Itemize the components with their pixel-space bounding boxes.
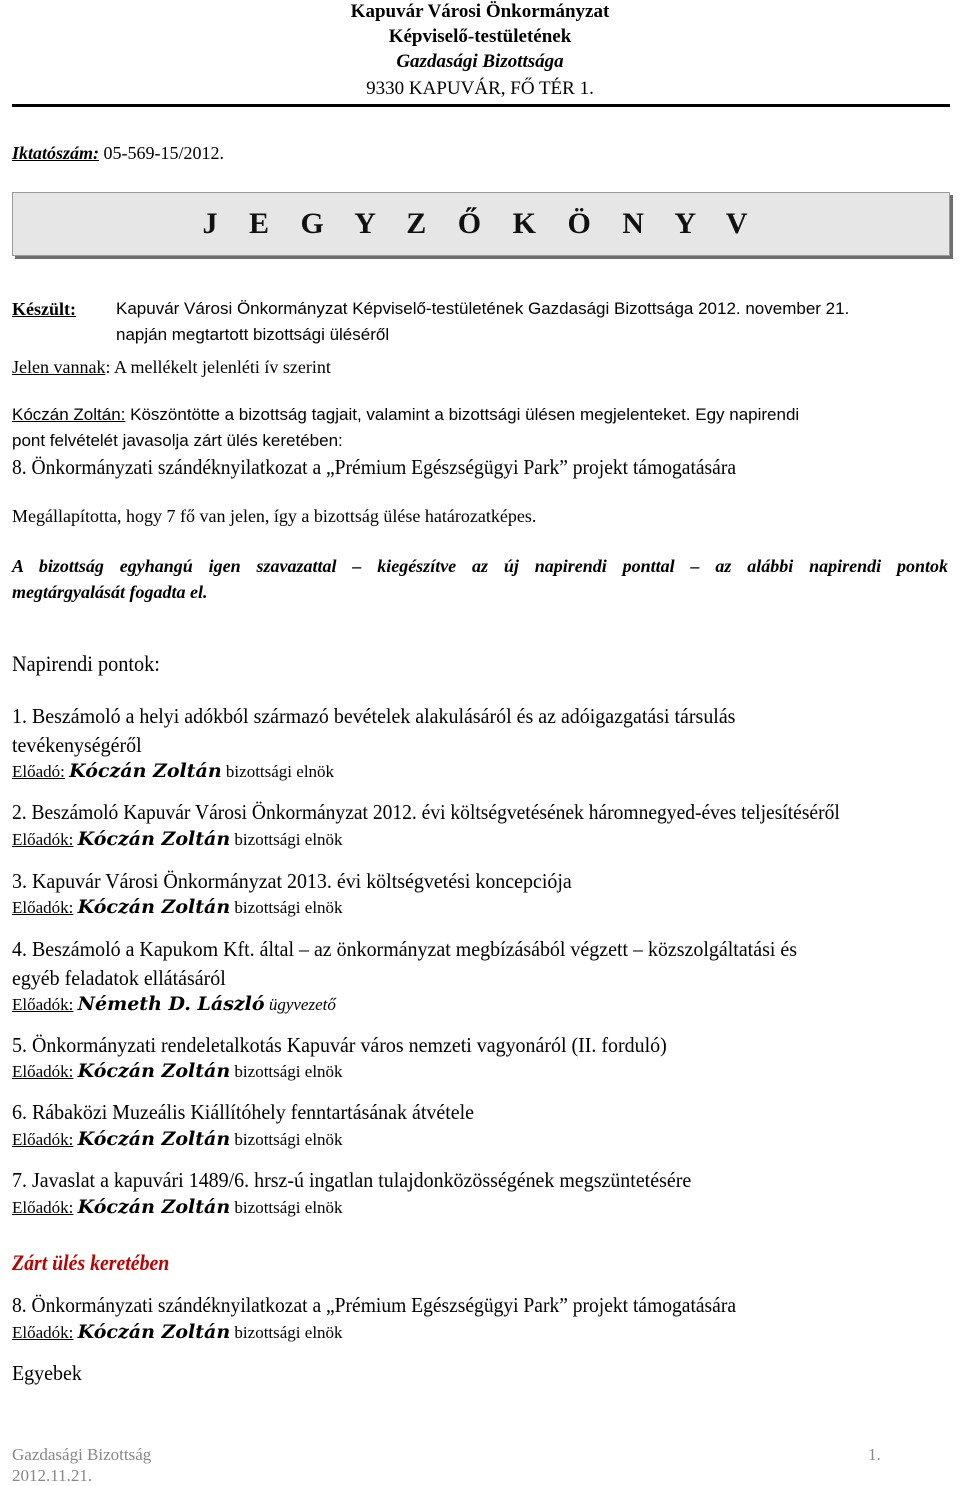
egyhangu-line-1: A bizottság egyhangú igen szavazattal – kiegészítve az új napirendi ponttal – az alábbi napirendi pontok [12, 556, 948, 576]
presenter-label: Előadók: [12, 898, 74, 917]
agenda-item-5-text: 5. Önkormányzati rendeletalkotás Kapuvár város nemzeti vagyonáról (II. forduló) [12, 1033, 667, 1057]
agenda-item-3-text: 3. Kapuvár Városi Önkormányzat 2013. évi költségvetési koncepciója [12, 869, 572, 893]
egyebek-text: Egyebek [12, 1361, 82, 1385]
closed-session-heading-text: Zárt ülés keretében [12, 1250, 170, 1275]
agenda-item-7-text: 7. Javaslat a kapuvári 1489/6. hrsz-ú ingatlan tulajdonközösségének megszüntetésére [12, 1168, 692, 1192]
agenda-item-6-text: 6. Rábaközi Muzeális Kiállítóhely fenntartásának átvétele [12, 1100, 474, 1124]
agenda-item-4-text: 4. Beszámoló a Kapukom Kft. által – az önkormányzat megbízásából végzett – közszolgáltatási és [12, 937, 797, 961]
agenda-item-4-line-1 [12, 934, 838, 964]
closed-session-heading [12, 1248, 187, 1278]
koczan-item-8-text: 8. Önkormányzati szándéknyilatkozat a „Prémium Egészségügyi Park” projekt támogatására [12, 455, 737, 479]
footer-page-number: 1. [868, 1445, 881, 1464]
agenda-item-4-line-2 [12, 963, 237, 993]
presenter-name: Kóczán Zoltán [77, 1196, 231, 1218]
presenter-role: ügyvezető [264, 995, 336, 1014]
presenter-label: Előadók: [12, 1198, 74, 1217]
presenter-role: bizottsági elnök [230, 1323, 343, 1342]
header-rule [12, 104, 950, 107]
agenda-item-1-text: 1. Beszámoló a helyi adókból származó bevételek alakulásáról és az adóigazgatási társulás [12, 704, 736, 728]
agenda-item-1-presenter [12, 759, 334, 784]
agenda-item-5-line-1 [12, 1030, 701, 1060]
presenter-label: Előadók: [12, 1323, 74, 1342]
presenter-role: bizottsági elnök [230, 1062, 343, 1081]
presenter-label: Előadó: [12, 762, 65, 781]
agenda-item-6-line-1 [12, 1097, 498, 1127]
agenda-item-2-line-1 [12, 797, 902, 827]
header-address: 9330 KAPUVÁR, FŐ TÉR 1. [366, 78, 594, 99]
koczan-item-8 [12, 452, 791, 482]
koczan-intro-line-1 [12, 402, 799, 427]
agenda-item-1-line-2 [12, 730, 148, 760]
presenter-role: bizottsági elnök [230, 830, 343, 849]
keszult-line-1: Kapuvár Városi Önkormányzat Képviselő-testületének Gazdasági Bizottsága 2012. november 21. [116, 299, 850, 318]
napirendi-heading [12, 650, 173, 678]
iktatoszam-label: Iktatószám: [12, 143, 100, 163]
agenda-item-7-presenter [12, 1195, 343, 1220]
presenter-name: Kóczán Zoltán [77, 1060, 231, 1082]
closed-item-text: 8. Önkormányzati szándéknyilatkozat a „Prémium Egészségügyi Park” projekt támogatására [12, 1293, 737, 1317]
presenter-name: Kóczán Zoltán [77, 1321, 231, 1343]
agenda-item-4-text-2: egyéb feladatok ellátásáról [12, 966, 226, 990]
closed-item-presenter [12, 1320, 343, 1345]
iktatoszam [12, 140, 224, 166]
jelen-vannak-label: Jelen vannak [12, 357, 106, 377]
koczan-text-1: Köszöntötte a bizottság tagjait, valamint a bizottsági ülésen megjelenteket. Egy napirendi [125, 405, 800, 424]
header-line-2: Képviselő-testületének [388, 26, 572, 47]
agenda-item-3-presenter [12, 895, 343, 920]
closed-item-line-1 [12, 1290, 791, 1320]
presenter-role: bizottsági elnök [230, 1198, 343, 1217]
keszult-line-2: napján megtartott bizottsági üléséről [116, 325, 390, 344]
agenda-item-4-presenter [12, 992, 336, 1017]
agenda-item-7-line-1 [12, 1165, 727, 1195]
koczan-intro-line-2: pont felvételét javasolja zárt ülés keretében: [12, 431, 343, 450]
document-title: J E G Y Z Ő K Ö N Y V [202, 207, 760, 240]
presenter-name: Kóczán Zoltán [77, 1128, 231, 1150]
egyebek [12, 1358, 85, 1388]
agenda-item-2-text: 2. Beszámoló Kapuvár Városi Önkormányzat 2012. évi költségvetésének háromnegyed-éves teljesítéséről [12, 800, 840, 824]
presenter-name: Kóczán Zoltán [69, 760, 222, 782]
napirendi-heading-text: Napirendi pontok: [12, 651, 160, 676]
header-line-1: Kapuvár Városi Önkormányzat [350, 1, 610, 22]
presenter-role: bizottsági elnök [221, 762, 335, 781]
jelen-vannak [12, 354, 331, 380]
footer-committee: Gazdasági Bizottság [12, 1445, 152, 1464]
header-line-3: Gazdasági Bizottsága [396, 51, 564, 72]
agenda-item-5-presenter [12, 1059, 343, 1084]
keszult-label: Készült: [12, 299, 76, 319]
presenter-name: Kóczán Zoltán [77, 896, 231, 918]
agenda-item-6-presenter [12, 1127, 343, 1152]
agenda-item-1-line-1 [12, 701, 774, 731]
presenter-label: Előadók: [12, 995, 74, 1014]
presenter-name: Németh D. László [77, 993, 265, 1015]
agenda-item-2-presenter [12, 827, 343, 852]
koczan-label: Kóczán Zoltán: [12, 405, 126, 424]
agenda-item-1-text-2: tevékenységéről [12, 733, 142, 757]
agenda-item-3-line-1 [12, 866, 601, 896]
presenter-role: bizottsági elnök [230, 1130, 343, 1149]
presenter-label: Előadók: [12, 830, 74, 849]
presenter-role: bizottsági elnök [230, 898, 343, 917]
egyhangu-line-2: megtárgyalását fogadta el. [12, 582, 208, 602]
presenter-name: Kóczán Zoltán [77, 828, 231, 850]
presenter-label: Előadók: [12, 1130, 74, 1149]
presenter-label: Előadók: [12, 1062, 74, 1081]
footer-date: 2012.11.21. [12, 1466, 93, 1485]
document-title-box [12, 192, 950, 256]
iktatoszam-value: 05-569-15/2012. [99, 143, 225, 163]
megallapitotta: Megállapította, hogy 7 fő van jelen, így a bizottság ülése határozatképes. [12, 506, 537, 526]
jelen-vannak-text: : A mellékelt jelenléti ív szerint [105, 357, 331, 377]
